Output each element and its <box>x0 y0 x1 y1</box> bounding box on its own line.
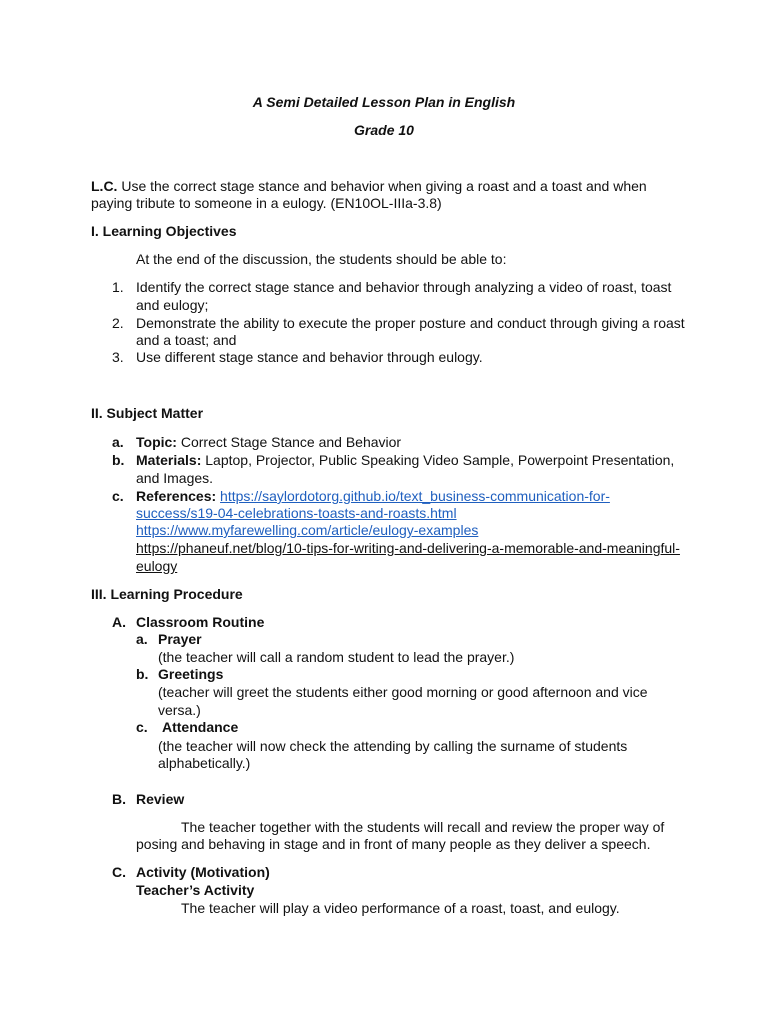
section-letter: C. <box>112 864 126 880</box>
greetings-text-cont: versa.) <box>158 702 201 718</box>
reference-link-phaneuf-cont[interactable]: eulogy <box>136 558 178 574</box>
reference-link-saylor-cont[interactable]: success/s19-04-celebrations-toasts-and-roasts.html <box>136 505 457 521</box>
grade-level: Grade 10 <box>354 122 414 138</box>
review-title: Review <box>136 791 185 807</box>
objective-number: 3. <box>112 349 124 365</box>
learning-competency-line2: paying tribute to someone in a eulogy. (EN10OL-IIIa-3.8) <box>91 195 442 211</box>
section-letter: A. <box>112 614 126 630</box>
prayer-text: (the teacher will call a random student to lead the prayer.) <box>158 649 515 665</box>
reference-link-farewelling[interactable]: https://www.myfarewelling.com/article/eulogy-examples <box>136 522 479 538</box>
lc-label: L.C. <box>91 178 118 194</box>
reference-link-phaneuf-cont-wrap <box>136 558 177 576</box>
teachers-activity-label: Teacher’s Activity <box>136 882 255 898</box>
lc-text-1: Use the correct stage stance and behavior when giving a roast and a toast and when <box>117 178 647 194</box>
reference-link-farewelling-wrap <box>136 522 478 540</box>
reference-link-saylor-cont-wrap <box>136 505 457 523</box>
greetings-title: Greetings <box>158 666 224 682</box>
objective-text: Identify the correct stage stance and behavior through analyzing a video of roast, toast <box>136 279 672 295</box>
objective-text-cont: and a toast; and <box>136 332 237 348</box>
attendance-text-cont: alphabetically.) <box>158 755 251 771</box>
activity-text: The teacher will play a video performance of a roast, toast, and eulogy. <box>181 900 620 916</box>
review-text: The teacher together with the students will recall and review the proper way of <box>181 819 665 835</box>
objective-text: Demonstrate the ability to execute the proper posture and conduct through giving a roast <box>136 315 685 331</box>
learning-procedure-heading: III. Learning Procedure <box>91 586 243 602</box>
prayer-title: Prayer <box>158 631 202 647</box>
topic-value: Correct Stage Stance and Behavior <box>176 434 402 450</box>
greetings-text: (teacher will greet the students either good morning or good afternoon and vice <box>158 684 648 700</box>
objectives-intro: At the end of the discussion, the students should be able to: <box>136 251 507 267</box>
topic-line <box>136 434 401 452</box>
subject-matter-heading: II. Subject Matter <box>91 405 204 421</box>
subject-letter: a. <box>112 434 124 450</box>
learning-competency-line1 <box>91 178 647 196</box>
review-text-cont: posing and behaving in stage and in front of many people as they deliver a speech. <box>136 836 651 852</box>
classroom-routine-title: Classroom Routine <box>136 614 265 630</box>
routine-letter: a. <box>136 631 148 647</box>
materials-line-cont: and Images. <box>136 470 214 486</box>
section-letter: B. <box>112 791 126 807</box>
activity-title: Activity (Motivation) <box>136 864 270 880</box>
routine-letter: b. <box>136 666 149 682</box>
reference-link-saylor[interactable]: https://saylordotorg.github.io/text_business-communication-for- <box>220 488 610 504</box>
materials-label: Materials: <box>136 452 202 468</box>
subject-letter: b. <box>112 452 125 468</box>
references-label: References: <box>136 488 217 504</box>
objective-text-cont: and eulogy; <box>136 297 209 313</box>
routine-letter: c. <box>136 719 148 735</box>
reference-link-phaneuf[interactable]: https://phaneuf.net/blog/10-tips-for-writing-and-delivering-a-memorable-and-meaningful- <box>136 540 680 556</box>
topic-label: Topic: <box>136 434 177 450</box>
objective-number: 2. <box>112 315 124 331</box>
objective-number: 1. <box>112 279 124 295</box>
attendance-title: Attendance <box>162 719 239 735</box>
document-title: A Semi Detailed Lesson Plan in English <box>252 94 516 110</box>
objective-text: Use different stage stance and behavior through eulogy. <box>136 349 483 365</box>
objectives-heading: I. Learning Objectives <box>91 223 237 239</box>
subject-letter: c. <box>112 488 124 504</box>
materials-value: Laptop, Projector, Public Speaking Video Sample, Powerpoint Presentation, <box>201 452 675 468</box>
attendance-text: (the teacher will now check the attending by calling the surname of students <box>158 738 628 754</box>
reference-link-phaneuf-wrap <box>136 540 680 558</box>
references-line <box>136 488 610 506</box>
materials-line <box>136 452 674 470</box>
